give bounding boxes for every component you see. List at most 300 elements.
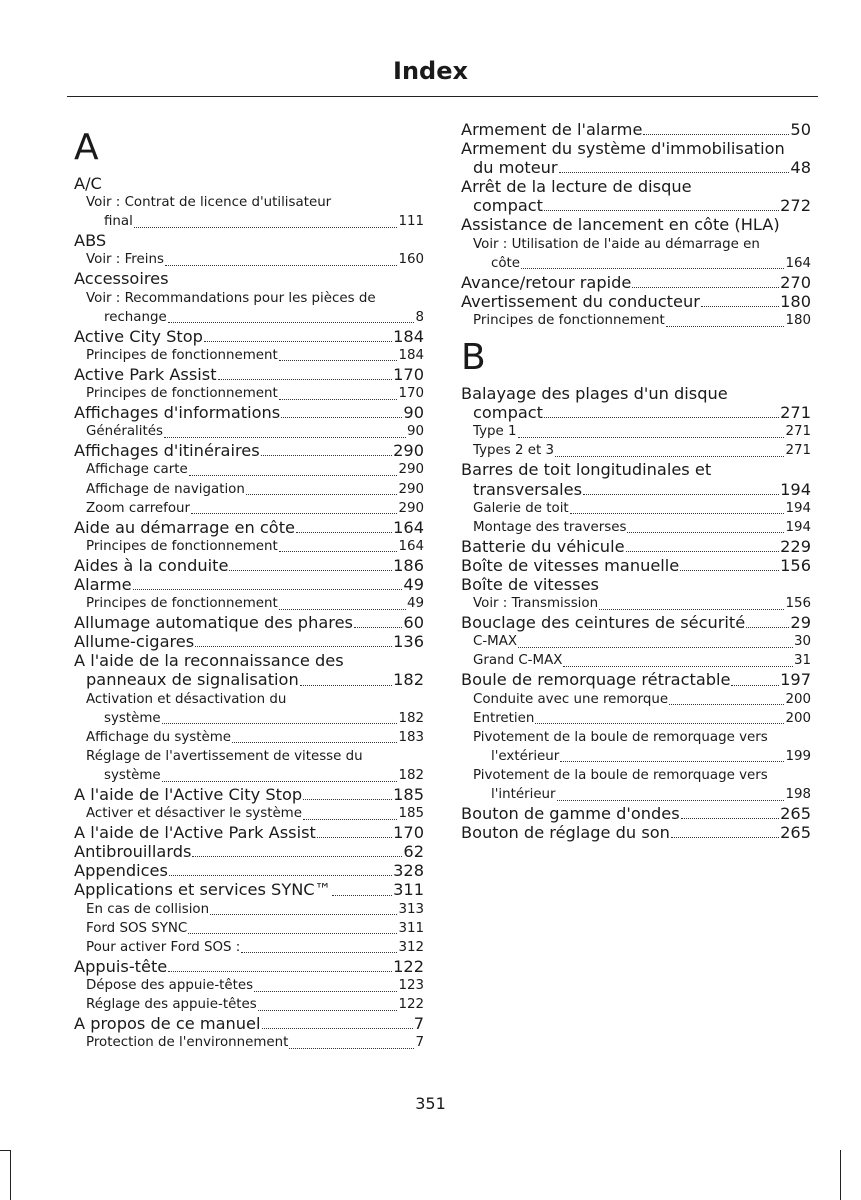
index-subentry xyxy=(461,594,811,613)
entry-text: Montage des traverses xyxy=(473,519,627,535)
entry-text: Batterie du véhicule xyxy=(461,536,625,556)
index-subentry xyxy=(74,995,424,1014)
entry-text: Réglage de l'avertissement de vitesse du xyxy=(86,748,363,764)
entry-page: 182 xyxy=(393,670,424,690)
entry-text: Principes de fonctionnement xyxy=(86,386,278,402)
entry-page: 183 xyxy=(398,729,424,745)
index-subentry xyxy=(74,976,424,995)
index-entry xyxy=(74,365,424,384)
index-subentry xyxy=(461,651,811,670)
entry-text: Zoom carrefour xyxy=(86,500,191,516)
entry-page: 185 xyxy=(398,806,424,822)
dot-leader xyxy=(746,627,789,628)
dot-leader xyxy=(317,837,392,838)
entry-page: 290 xyxy=(398,462,424,478)
index-entry xyxy=(461,384,811,403)
index-entry xyxy=(74,556,424,575)
index-subentry xyxy=(74,212,424,231)
entry-page: 123 xyxy=(398,977,424,993)
entry-text: Antibrouillards xyxy=(74,842,192,862)
entry-text: compact xyxy=(473,196,544,216)
dot-leader xyxy=(669,704,784,705)
index-entry xyxy=(461,575,811,594)
index-subentry xyxy=(74,900,424,919)
index-subentry xyxy=(74,594,424,613)
dot-leader xyxy=(544,210,779,211)
entry-page: 136 xyxy=(393,632,424,652)
entry-page: 164 xyxy=(398,538,424,554)
dot-leader xyxy=(279,399,398,400)
index-subentry xyxy=(74,766,424,785)
index-subentry xyxy=(461,632,811,651)
entry-text: l'intérieur xyxy=(491,787,556,802)
entry-page: 62 xyxy=(403,842,424,862)
dot-leader xyxy=(521,268,784,269)
index-subentry xyxy=(74,1033,424,1052)
entry-text: Allume-cigares xyxy=(74,632,195,652)
entry-text: Voir : Freins xyxy=(86,252,164,268)
index-subentry xyxy=(74,289,424,308)
dot-leader xyxy=(555,456,784,457)
entry-text: A propos de ce manuel xyxy=(74,1014,261,1034)
index-entry xyxy=(74,1014,424,1033)
entry-text: Bouton de gamme d'ondes xyxy=(461,804,680,824)
entry-text: Réglage des appuie-têtes xyxy=(86,997,257,1013)
entry-text: Aides à la conduite xyxy=(74,555,229,575)
index-subentry xyxy=(461,196,811,215)
index-entry xyxy=(74,441,424,460)
dot-leader xyxy=(599,609,784,610)
entry-page: 194 xyxy=(785,500,811,516)
entry-page: 186 xyxy=(393,555,424,575)
entry-page: 156 xyxy=(785,596,811,612)
entry-page: 272 xyxy=(780,196,811,216)
index-entry xyxy=(74,518,424,537)
index-subentry xyxy=(461,235,811,254)
entry-text: Arrêt de la lecture de disque xyxy=(461,177,692,197)
entry-text: Accessoires xyxy=(74,269,169,289)
dot-leader xyxy=(134,227,398,228)
index-subentry xyxy=(461,480,811,499)
index-subentry xyxy=(74,193,424,212)
dot-leader xyxy=(246,494,398,495)
index-entry xyxy=(461,804,811,823)
entry-page: 156 xyxy=(780,555,811,575)
entry-text: Armement de l'alarme xyxy=(461,120,643,139)
index-subentry xyxy=(461,709,811,728)
index-entry xyxy=(461,292,811,311)
entry-text: Affichage carte xyxy=(86,462,188,478)
index-subentry xyxy=(461,690,811,709)
entry-page: 8 xyxy=(415,309,424,325)
entry-text: Balayage des plages d'un disque xyxy=(461,384,728,404)
dot-leader xyxy=(279,360,398,361)
index-entry xyxy=(461,120,811,139)
entry-text: Principes de fonctionnement xyxy=(86,596,278,612)
entry-text: Allumage automatique des phares xyxy=(74,613,353,633)
entry-text: Voir : Contrat de licence d'utilisateur xyxy=(86,195,332,211)
entry-text: Principes de fonctionnement xyxy=(86,538,278,554)
entry-text: Protection de l'environnement xyxy=(86,1035,289,1051)
entry-page: 170 xyxy=(393,364,424,384)
dot-leader xyxy=(191,513,397,514)
dot-leader xyxy=(133,589,403,590)
index-subentry xyxy=(461,728,811,747)
dot-leader xyxy=(296,532,392,533)
crop-mark-left-top xyxy=(0,1150,11,1151)
entry-text: A l'aide de l'Active Park Assist xyxy=(74,823,316,843)
section-letter: A xyxy=(74,127,99,168)
entry-text: rechange xyxy=(104,309,167,325)
dot-leader xyxy=(164,437,406,438)
entry-page: 30 xyxy=(793,634,811,650)
entry-page: 122 xyxy=(398,997,424,1013)
index-subentry xyxy=(74,728,424,747)
dot-leader xyxy=(168,971,392,972)
entry-page: 111 xyxy=(398,214,424,230)
entry-text: Appendices xyxy=(74,861,168,881)
dot-leader xyxy=(188,933,397,934)
index-entry xyxy=(74,651,424,670)
index-entry xyxy=(461,613,811,632)
entry-page: 160 xyxy=(398,252,424,268)
dot-leader xyxy=(666,326,785,327)
dot-leader xyxy=(168,322,415,323)
index-subentry xyxy=(74,804,424,823)
entry-page: 194 xyxy=(780,479,811,499)
entry-page: 311 xyxy=(398,920,424,936)
dot-leader xyxy=(232,742,397,743)
entry-text: l'extérieur xyxy=(491,748,560,764)
entry-text: Entretien xyxy=(473,710,535,726)
entry-page: 200 xyxy=(785,691,811,707)
entry-text: Type 1 xyxy=(473,424,517,440)
entry-text: Boîte de vitesses manuelle xyxy=(461,555,680,575)
entry-page: 180 xyxy=(785,312,811,328)
index-entry xyxy=(74,327,424,346)
index-subentry xyxy=(74,460,424,479)
entry-page: 90 xyxy=(403,403,424,423)
dot-leader xyxy=(632,287,779,288)
entry-text: Pivotement de la boule de remorquage vers xyxy=(473,767,768,783)
index-subentry xyxy=(74,250,424,269)
page-title: Index xyxy=(393,57,468,85)
entry-text: Affichages d'informations xyxy=(74,403,281,423)
index-entry xyxy=(461,670,811,689)
entry-text: ABS xyxy=(74,231,107,251)
index-subentry xyxy=(74,384,424,403)
dot-leader xyxy=(289,1048,414,1049)
index-subentry xyxy=(461,747,811,766)
dot-leader xyxy=(279,609,406,610)
dot-leader xyxy=(680,570,779,571)
entry-text: panneaux de signalisation xyxy=(86,670,299,690)
entry-text: Activation et désactivation du xyxy=(86,691,287,707)
dot-leader xyxy=(254,991,397,992)
index-entry xyxy=(74,632,424,651)
entry-text: Avertissement du conducteur xyxy=(461,291,700,311)
entry-page: 229 xyxy=(780,536,811,556)
index-entry xyxy=(74,880,424,899)
dot-leader xyxy=(518,437,785,438)
entry-page: 31 xyxy=(793,653,811,669)
entry-text: Types 2 et 3 xyxy=(473,443,555,459)
crop-mark-left xyxy=(10,1150,11,1200)
dot-leader xyxy=(332,895,392,896)
header-rule xyxy=(67,96,818,97)
index-subentry xyxy=(74,499,424,518)
index-entry xyxy=(461,273,811,292)
dot-leader xyxy=(162,781,398,782)
index-entry xyxy=(461,556,811,575)
entry-page: 185 xyxy=(393,785,424,804)
dot-leader xyxy=(261,455,392,456)
entry-text: Voir : Recommandations pour les pièces de xyxy=(86,290,376,306)
dot-leader xyxy=(560,761,784,762)
index-entry xyxy=(461,460,811,479)
index-subentry xyxy=(74,480,424,499)
entry-text: Affichage du système xyxy=(86,729,232,745)
dot-leader xyxy=(563,666,793,667)
dot-leader xyxy=(701,306,779,307)
dot-leader xyxy=(354,627,402,628)
dot-leader xyxy=(210,914,397,915)
entry-text: Active Park Assist xyxy=(74,364,217,384)
index-entry xyxy=(74,403,424,422)
dot-leader xyxy=(165,265,398,266)
entry-text: final xyxy=(104,214,133,230)
entry-text: A l'aide de l'Active City Stop xyxy=(74,785,303,804)
entry-page: 270 xyxy=(780,272,811,292)
dot-leader xyxy=(195,646,392,647)
index-subentry xyxy=(74,346,424,365)
entry-text: Généralités xyxy=(86,424,163,440)
dot-leader xyxy=(535,723,784,724)
entry-page: 164 xyxy=(393,517,424,537)
entry-text: Ford SOS SYNC xyxy=(86,920,188,936)
dot-leader xyxy=(627,532,784,533)
entry-page: 265 xyxy=(780,823,811,843)
dot-leader xyxy=(303,819,397,820)
dot-leader xyxy=(643,134,789,135)
index-column-left xyxy=(74,120,424,1052)
dot-leader xyxy=(518,647,793,648)
entry-text: Affichages d'itinéraires xyxy=(74,441,260,461)
entry-text: Avance/retour rapide xyxy=(461,272,632,292)
index-subentry xyxy=(74,747,424,766)
entry-page: 182 xyxy=(398,710,424,726)
entry-page: 48 xyxy=(790,158,811,178)
index-entry xyxy=(74,957,424,976)
index-subentry xyxy=(461,441,811,460)
entry-text: Assistance de lancement en côte (HLA) xyxy=(461,215,780,235)
index-entry xyxy=(461,177,811,196)
entry-page: 184 xyxy=(398,347,424,363)
index-subentry xyxy=(461,254,811,273)
entry-text: compact xyxy=(473,403,544,423)
index-subentry xyxy=(461,785,811,804)
dot-leader xyxy=(192,856,402,857)
entry-text: Applications et services SYNC™ xyxy=(74,880,331,900)
dot-leader xyxy=(281,417,402,418)
index-subentry xyxy=(74,422,424,441)
index-entry xyxy=(74,613,424,632)
index-subentry xyxy=(461,311,811,330)
index-entry xyxy=(461,215,811,234)
index-entry xyxy=(461,823,811,842)
dot-leader xyxy=(559,172,790,173)
entry-text: système xyxy=(104,767,161,783)
entry-page: 90 xyxy=(406,424,424,440)
entry-page: 199 xyxy=(785,748,811,764)
index-subentry xyxy=(74,670,424,689)
entry-page: 182 xyxy=(398,767,424,783)
entry-text: A l'aide de la reconnaissance des xyxy=(74,651,344,671)
index-subentry xyxy=(461,422,811,441)
entry-page: 290 xyxy=(393,441,424,461)
entry-page: 49 xyxy=(403,574,424,594)
dot-leader xyxy=(303,799,392,800)
entry-text: Pivotement de la boule de remorquage vers xyxy=(473,729,768,745)
dot-leader xyxy=(258,1010,398,1011)
index-subentry xyxy=(461,499,811,518)
entry-text: Bouton de réglage du son xyxy=(461,823,670,843)
entry-text: Principes de fonctionnement xyxy=(86,347,278,363)
entry-text: système xyxy=(104,710,161,726)
dot-leader xyxy=(162,723,398,724)
index-subentry xyxy=(461,766,811,785)
index-subentry xyxy=(74,690,424,709)
index-entry xyxy=(461,537,811,556)
index-entry xyxy=(74,823,424,842)
dot-leader xyxy=(262,1028,413,1029)
entry-text: Dépose des appuie-têtes xyxy=(86,977,254,993)
dot-leader xyxy=(218,379,393,380)
dot-leader xyxy=(731,685,779,686)
index-entry xyxy=(74,231,424,250)
entry-page: 265 xyxy=(780,804,811,824)
index-entry xyxy=(74,785,424,804)
entry-page: 197 xyxy=(780,670,811,690)
entry-text: Boule de remorquage rétractable xyxy=(461,670,731,690)
entry-page: 290 xyxy=(398,481,424,497)
dot-leader xyxy=(300,685,392,686)
entry-text: du moteur xyxy=(473,158,558,178)
crop-mark-right xyxy=(840,1150,841,1200)
dot-leader xyxy=(169,875,392,876)
index-entry xyxy=(74,575,424,594)
dot-leader xyxy=(204,341,392,342)
entry-text: côte xyxy=(491,255,521,271)
entry-page: 29 xyxy=(790,613,811,633)
entry-text: C-MAX xyxy=(473,634,518,650)
entry-page: 198 xyxy=(785,787,811,802)
entry-page: 7 xyxy=(413,1014,424,1034)
index-subentry xyxy=(74,938,424,957)
entry-page: 164 xyxy=(785,255,811,271)
entry-text: Voir : Utilisation de l'aide au démarrage en xyxy=(473,236,760,252)
entry-page: 194 xyxy=(785,519,811,535)
index-subentry xyxy=(74,709,424,728)
entry-page: 170 xyxy=(398,386,424,402)
entry-page: 290 xyxy=(398,500,424,516)
index-subentry xyxy=(461,518,811,537)
entry-page: 200 xyxy=(785,710,811,726)
entry-text: Galerie de toit xyxy=(473,500,569,516)
index-entry xyxy=(461,139,811,158)
index-column-right xyxy=(461,120,811,842)
entry-text: Voir : Transmission xyxy=(473,596,599,612)
index-entry xyxy=(74,861,424,880)
entry-page: 50 xyxy=(790,120,811,139)
entry-text: En cas de collision xyxy=(86,901,210,917)
entry-page: 60 xyxy=(403,613,424,633)
index-entry xyxy=(74,269,424,288)
entry-page: 7 xyxy=(415,1035,424,1051)
entry-text: Aide au démarrage en côte xyxy=(74,517,295,537)
entry-page: 49 xyxy=(406,596,424,612)
entry-page: 184 xyxy=(393,326,424,346)
index-subentry xyxy=(74,308,424,327)
dot-leader xyxy=(544,417,779,418)
entry-page: 328 xyxy=(393,861,424,881)
dot-leader xyxy=(583,494,779,495)
dot-leader xyxy=(189,475,398,476)
section-letter: B xyxy=(461,337,486,379)
entry-page: 271 xyxy=(780,403,811,423)
entry-page: 313 xyxy=(398,901,424,917)
dot-leader xyxy=(570,513,785,514)
entry-text: Appuis-tête xyxy=(74,956,168,976)
dot-leader xyxy=(279,551,398,552)
index-subentry xyxy=(74,537,424,556)
dot-leader xyxy=(557,800,785,801)
index-subentry xyxy=(461,158,811,177)
entry-text: Activer et désactiver le système xyxy=(86,806,302,822)
entry-page: 311 xyxy=(393,880,424,900)
entry-page: 271 xyxy=(785,424,811,440)
entry-text: Armement du système d'immobilisation xyxy=(461,139,785,159)
entry-text: Conduite avec une remorque xyxy=(473,691,669,707)
index-subentry xyxy=(461,403,811,422)
entry-page: 312 xyxy=(398,939,424,955)
index-entry xyxy=(74,174,424,193)
entry-page: 271 xyxy=(785,443,811,459)
entry-page: 180 xyxy=(780,291,811,311)
dot-leader xyxy=(626,551,780,552)
entry-text: Active City Stop xyxy=(74,326,203,346)
entry-text: Pour activer Ford SOS : xyxy=(86,939,241,955)
index-subentry xyxy=(74,919,424,938)
dot-leader xyxy=(681,818,779,819)
entry-text: Bouclage des ceintures de sécurité xyxy=(461,613,746,633)
dot-leader xyxy=(671,837,779,838)
entry-text: Affichage de navigation xyxy=(86,481,245,497)
index-entry xyxy=(74,842,424,861)
entry-text: Grand C-MAX xyxy=(473,653,563,669)
entry-text: transversales xyxy=(473,479,583,499)
dot-leader xyxy=(241,952,397,953)
entry-text: Principes de fonctionnement xyxy=(473,312,665,328)
entry-page: 170 xyxy=(393,823,424,843)
page-number: 351 xyxy=(415,1094,446,1113)
dot-leader xyxy=(229,570,392,571)
entry-text: Barres de toit longitudinales et xyxy=(461,460,712,480)
entry-text: Alarme xyxy=(74,574,132,594)
entry-text: Boîte de vitesses xyxy=(461,574,599,594)
entry-text: A/C xyxy=(74,174,102,193)
entry-page: 122 xyxy=(393,956,424,976)
